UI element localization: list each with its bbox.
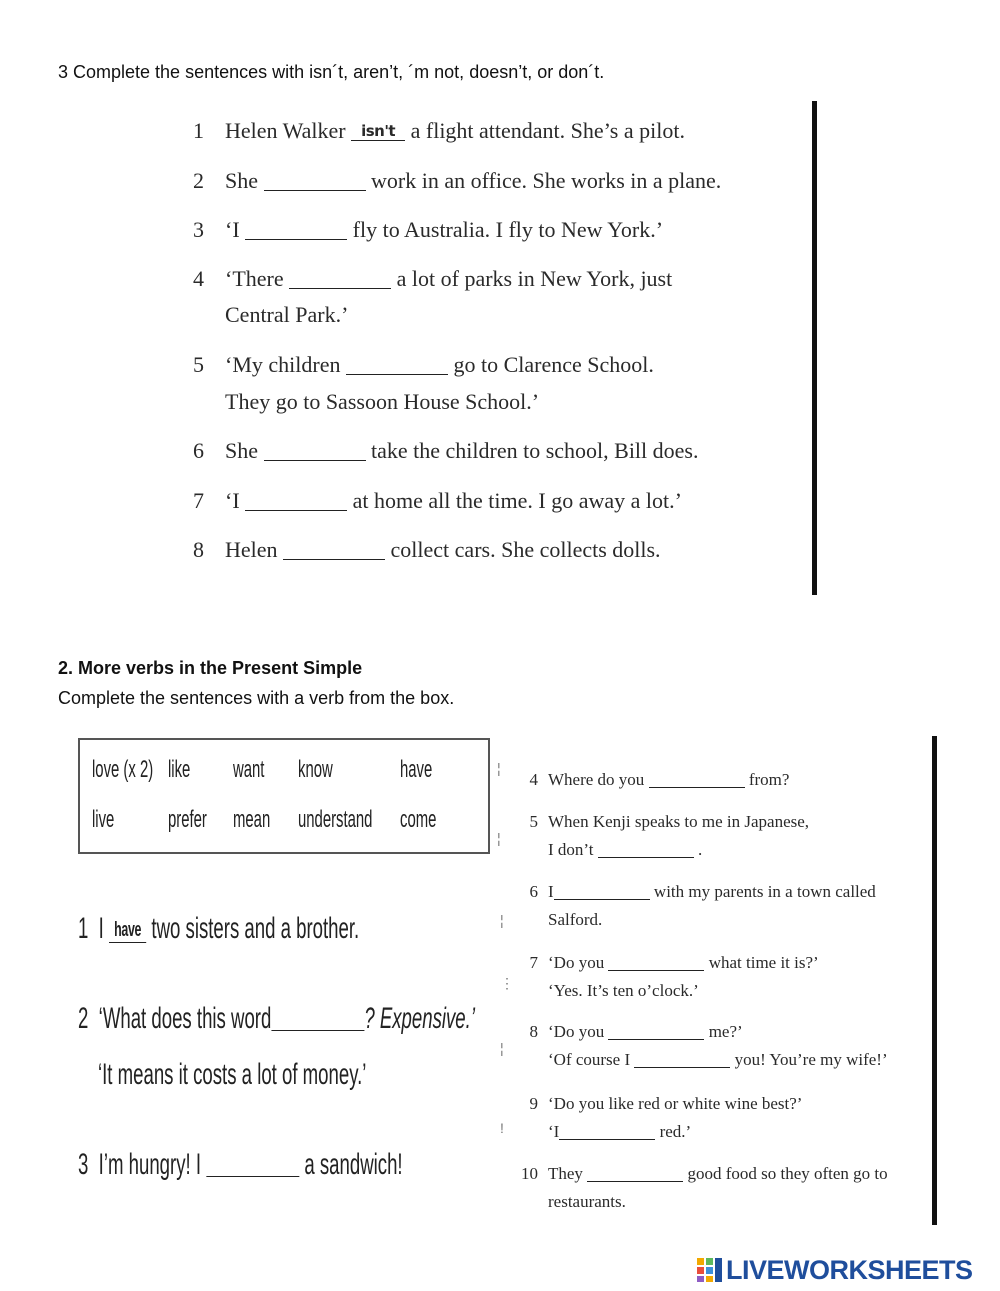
item-pre: ‘Do you (548, 953, 605, 972)
verb-box-word: prefer (168, 806, 207, 833)
scan-mark: ¦ (497, 760, 501, 776)
verb-box-word: like (168, 756, 191, 783)
answer-blank[interactable] (245, 488, 347, 511)
item-post: with my parents in a town called (653, 882, 876, 901)
item-post: what time it is?’ (708, 953, 819, 972)
item-number: 6 (529, 882, 538, 901)
item-number: 2 (193, 168, 204, 193)
item-pre: ‘What does this word (98, 1002, 272, 1035)
item-text (225, 537, 661, 563)
item-number: 7 (529, 953, 538, 972)
item-continuation (548, 1050, 888, 1070)
answer-blank[interactable] (271, 1000, 364, 1031)
answer-blank[interactable] (264, 438, 366, 461)
item-number: 7 (193, 488, 204, 513)
item-post: from? (748, 770, 790, 789)
item-continuation: Salford. (548, 910, 603, 929)
item-pre: ‘I (225, 217, 240, 242)
item-pre: ‘My children (225, 352, 341, 377)
answer-blank[interactable] (608, 1022, 704, 1040)
exercise2-instruction: Complete the sentences with a verb from the box. (58, 688, 455, 708)
list-item (78, 1000, 475, 1036)
answer-filled[interactable]: isn't (351, 122, 405, 141)
item-pre: ‘Of course I (548, 1050, 631, 1069)
item-number: 4 (529, 770, 538, 789)
answer-blank[interactable] (289, 266, 391, 289)
list-item (193, 488, 813, 518)
item-pre: I (548, 882, 554, 901)
item-post: go to Clarence School. (453, 352, 654, 377)
answer-blank[interactable] (346, 352, 448, 375)
list-item (78, 1146, 403, 1182)
item-post: ? Expensive.’ (364, 1002, 475, 1035)
scan-edge-bar (932, 736, 937, 1225)
item-post: you! You’re my wife!’ (734, 1050, 888, 1069)
answer-blank[interactable] (283, 537, 385, 560)
answer-filled[interactable]: have (109, 919, 146, 943)
list-item (193, 352, 813, 422)
item-number: 8 (193, 537, 204, 562)
item-text (548, 770, 789, 790)
item-post: a sandwich! (304, 1148, 403, 1181)
item-text (548, 1164, 888, 1184)
item-pre: They (548, 1164, 583, 1183)
scan-mark: ! (500, 1120, 504, 1136)
list-item (193, 217, 813, 247)
item-pre: ‘I (548, 1122, 560, 1141)
item-post: collect cars. She collects dolls. (390, 537, 661, 562)
scan-mark: ¦ (500, 1040, 504, 1056)
item-text (225, 168, 721, 194)
item-text: When Kenji speaks to me in Japanese, (548, 812, 810, 831)
item-number: 10 (521, 1164, 538, 1183)
item-post: a lot of parks in New York, just (396, 266, 673, 291)
scan-edge-bar (812, 101, 817, 595)
answer-blank[interactable] (245, 217, 347, 240)
item-post: work in an office. She works in a plane. (371, 168, 722, 193)
verb-box-word: want (233, 756, 265, 783)
item-text (548, 953, 819, 973)
item-pre: Helen Walker (225, 118, 346, 143)
item-continuation: ‘It means it costs a lot of money.’ (98, 1058, 367, 1091)
answer-blank[interactable] (206, 1146, 299, 1177)
list-item (193, 118, 813, 148)
liveworksheets-logo (697, 1255, 973, 1285)
item-number: 2 (78, 1002, 89, 1035)
item-text (548, 1022, 743, 1042)
item-post: red.’ (659, 1122, 692, 1141)
answer-blank[interactable] (587, 1164, 683, 1182)
item-continuation: They go to Sassoon House School.’ (225, 389, 540, 414)
item-text (225, 118, 685, 144)
item-pre: She (225, 168, 258, 193)
item-pre: ‘Do you (548, 1022, 605, 1041)
item-post: take the children to school, Bill does. (371, 438, 699, 463)
item-pre: ‘There (225, 266, 284, 291)
verb-box-word: come (400, 806, 437, 833)
item-continuation (548, 840, 702, 860)
verb-box-word: mean (233, 806, 271, 833)
scan-mark: ¦ (497, 830, 501, 846)
exercise2-title: 2. More verbs in the Present Simple (58, 658, 363, 678)
answer-blank[interactable] (264, 168, 366, 191)
item-number: 8 (529, 1022, 538, 1041)
item-number: 9 (529, 1094, 538, 1113)
item-number: 3 (78, 1148, 89, 1181)
item-post: at home all the time. I go away a lot.’ (352, 488, 682, 513)
verb-box-word: understand (298, 806, 373, 833)
item-text (548, 882, 876, 902)
item-pre: ‘I (225, 488, 240, 513)
liveworksheets-logo-icon (697, 1258, 723, 1282)
item-post: me?’ (708, 1022, 743, 1041)
answer-blank[interactable] (649, 770, 745, 788)
exercise1-heading: 3 Complete the sentences with isn´t, aren’t, ´m not, doesn’t, or don´t. (58, 62, 605, 82)
item-number: 1 (193, 118, 204, 143)
answer-blank[interactable] (554, 882, 650, 900)
list-item (193, 266, 813, 336)
scan-mark: ⋮ (500, 975, 514, 991)
item-continuation: Central Park.’ (225, 302, 349, 327)
scan-mark: ¦ (500, 912, 504, 928)
item-post: fly to Australia. I fly to New York.’ (352, 217, 664, 242)
item-text (225, 352, 654, 378)
item-number: 6 (193, 438, 204, 463)
list-item (193, 537, 813, 567)
item-text (225, 266, 672, 292)
item-pre: Where do you (548, 770, 645, 789)
item-number: 1 (78, 912, 89, 945)
item-text: ‘Do you like red or white wine best?’ (548, 1094, 803, 1113)
verb-box-word: have (400, 756, 433, 783)
answer-blank[interactable] (634, 1050, 730, 1068)
item-number: 4 (193, 266, 204, 291)
list-item (193, 168, 813, 198)
exercise1-list (193, 118, 813, 588)
item-text (225, 217, 663, 243)
item-continuation: ‘Yes. It’s ten o’clock.’ (548, 981, 699, 1000)
item-pre: She (225, 438, 258, 463)
item-pre: I (98, 912, 104, 945)
answer-blank[interactable] (608, 953, 704, 971)
item-post: two sisters and a brother. (151, 912, 360, 945)
item-pre: I’m hungry! I (98, 1148, 202, 1181)
answer-blank[interactable] (559, 1122, 655, 1140)
item-number: 5 (193, 352, 204, 377)
verb-box-word: live (92, 806, 115, 833)
item-continuation (548, 1122, 691, 1142)
item-number: 3 (193, 217, 204, 242)
item-post: a flight attendant. She’s a pilot. (410, 118, 685, 143)
answer-blank[interactable] (598, 840, 694, 858)
item-text (225, 438, 699, 464)
list-item (78, 912, 359, 946)
item-pre: I don’t (548, 840, 594, 859)
verb-box-word: love (x 2) (92, 756, 154, 783)
item-post: . (698, 840, 703, 859)
item-continuation: restaurants. (548, 1192, 626, 1211)
item-post: good food so they often go to (687, 1164, 888, 1183)
list-item (193, 438, 813, 468)
item-number: 5 (529, 812, 538, 831)
liveworksheets-logo-text: LIVEWORKSHEETS (726, 1254, 973, 1285)
item-pre: Helen (225, 537, 278, 562)
item-text (225, 488, 682, 514)
verb-box-word: know (298, 756, 333, 783)
